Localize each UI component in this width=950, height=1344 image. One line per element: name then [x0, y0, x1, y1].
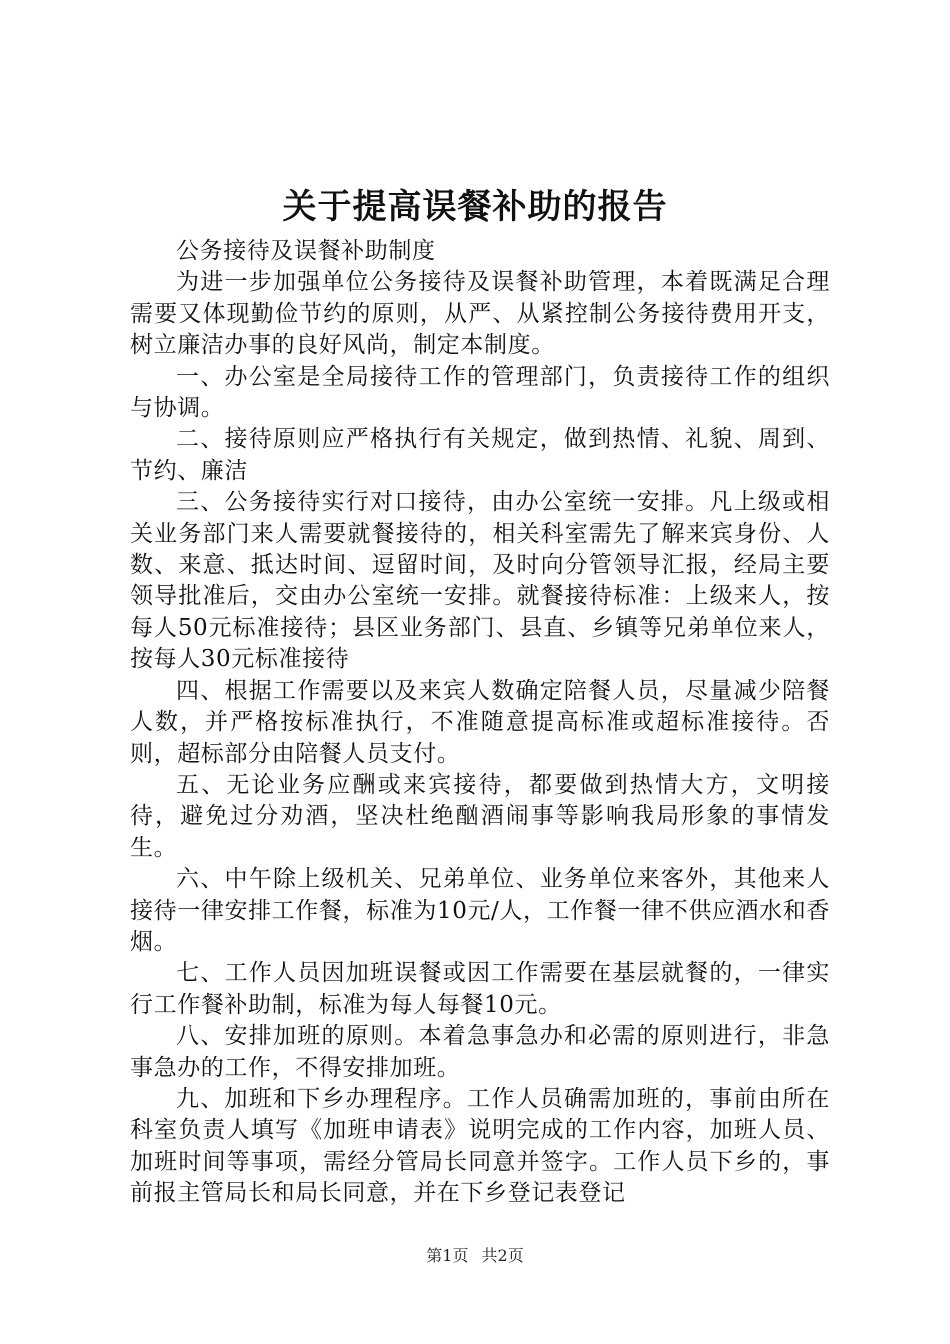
- rule-6-paragraph: 六、中午除上级机关、兄弟单位、业务单位来客外，其他来人接待一律安排工作餐，标准为10元/人，工作餐一律不供应酒水和香烟。: [130, 866, 830, 955]
- document-title: 关于提高误餐补助的报告: [282, 187, 668, 227]
- page-footer: [0, 1244, 950, 1268]
- rule-5-paragraph: 五、无论业务应酬或来宾接待，都要做到热情大方，文明接待，避免过分劝酒，坚决杜绝酗酒闹事等影响我局形象的事情发生。: [130, 771, 830, 861]
- rule-4-paragraph: 四、根据工作需要以及来宾人数确定陪餐人员，尽量减少陪餐人数，并严格按标准执行，不准随意提高标准或超标准接待。否则，超标部分由陪餐人员支付。: [130, 677, 830, 767]
- intro-paragraph: 为进一步加强单位公务接待及误餐补助管理，本着既满足合理需要又体现勤俭节约的原则，从严、从紧控制公务接待费用开支，树立廉洁办事的良好风尚，制定本制度。: [130, 269, 830, 359]
- rule-1-paragraph: 一、办公室是全局接待工作的管理部门，负责接待工作的组织与协调。: [130, 363, 830, 422]
- rule-9-paragraph: 九、加班和下乡办理程序。工作人员确需加班的，事前由所在科室负责人填写《加班申请表》说明完成的工作内容，加班人员、加班时间等事项，需经分管局长同意并签字。工作人员下乡的，事前报主管局长和局长同意，并在下乡登记表登记: [130, 1085, 830, 1207]
- rule-7-paragraph: 七、工作人员因加班误餐或因工作需要在基层就餐的，一律实行工作餐补助制，标准为每人每餐10元。: [130, 960, 830, 1018]
- current-page-number: 第1页: [426, 1246, 469, 1265]
- total-page-count: 共2页: [481, 1246, 524, 1265]
- section-heading: 公务接待及误餐补助制度: [176, 238, 436, 264]
- document-body: [130, 236, 830, 1210]
- rule-8-paragraph: 八、安排加班的原则。本着急事急办和必需的原则进行，非急事急办的工作，不得安排加班。: [130, 1023, 830, 1081]
- rule-2-paragraph: 二、接待原则应严格执行有关规定，做到热情、礼貌、周到、节约、廉洁: [130, 426, 830, 484]
- rule-3-paragraph: 三、公务接待实行对口接待，由办公室统一安排。凡上级或相关业务部门来人需要就餐接待的，相关科室需先了解来宾身份、人数、来意、抵达时间、逗留时间，及时向分管领导汇报，经局主要领导批准后，交由办公室统一安排。就餐接待标准：上级来人，按每人50元标准接待；县区业务部门、县直、乡镇等兄弟单位来人，按每人30元标准接待: [130, 489, 830, 673]
